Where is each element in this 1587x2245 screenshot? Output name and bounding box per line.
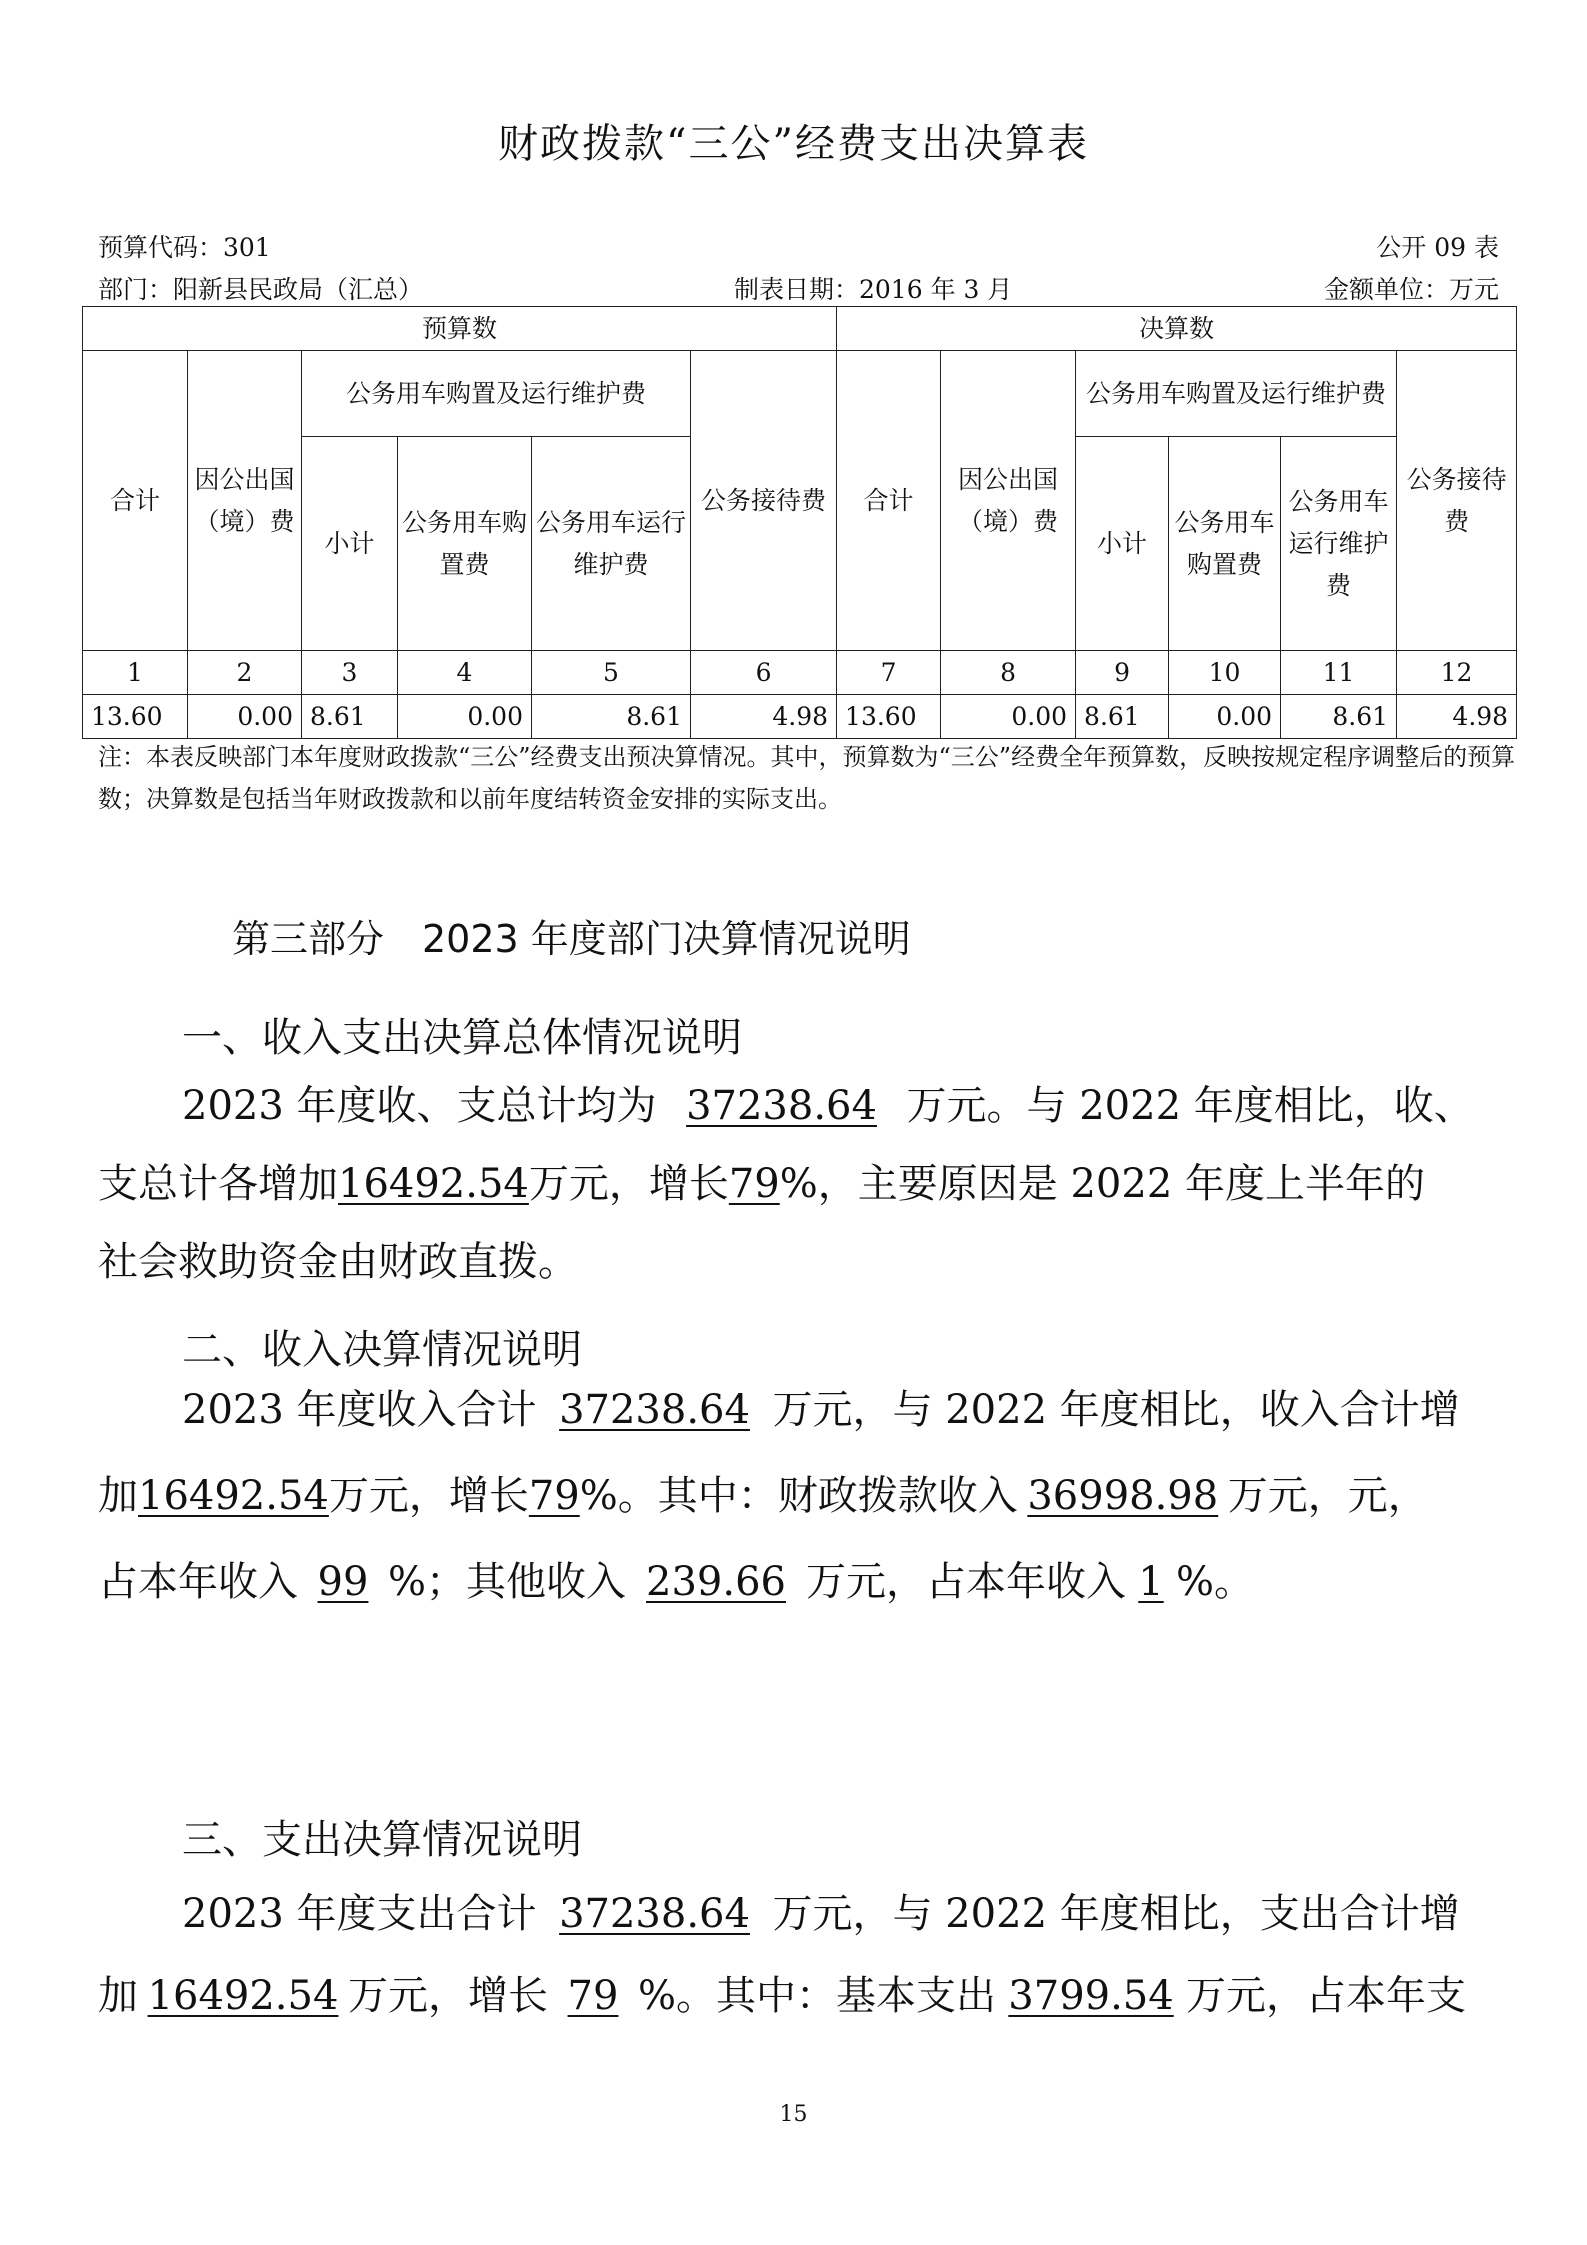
- text: 万元。与 2022 年度相比，收、: [906, 1083, 1474, 1129]
- filled-value: 37238.64: [559, 1387, 750, 1433]
- index-cell: 5: [532, 651, 691, 695]
- text: 万元，元，: [1227, 1473, 1428, 1519]
- section3-line2: [98, 1973, 1467, 2019]
- text: 加: [98, 1473, 138, 1519]
- text: 加: [98, 1973, 138, 2019]
- table-date: 制表日期：2016 年 3 月: [734, 275, 1013, 304]
- document-title: 财政拨款“三公”经费支出决算表: [498, 121, 1089, 167]
- text: %。其中：财政拨款收入: [579, 1473, 1018, 1519]
- filled-value: 99: [317, 1559, 369, 1605]
- section3-heading: 三、支出决算情况说明: [182, 1817, 582, 1863]
- value-cell: 4.98: [1397, 695, 1517, 739]
- value-cell: 4.98: [691, 695, 837, 739]
- text: 万元，增长: [528, 1161, 729, 1207]
- text: %。其中：基本支出: [638, 1973, 997, 2019]
- value-cell: 8.61: [302, 695, 398, 739]
- value-cell: 13.60: [83, 695, 188, 739]
- filled-value: 37238.64: [686, 1083, 877, 1129]
- section2-line1: [182, 1387, 1460, 1433]
- filled-value: 16492.54: [147, 1973, 339, 2019]
- text: 2023 年度收入合计: [182, 1387, 537, 1433]
- text: 2023 年度收、支总计均为: [182, 1083, 657, 1129]
- value-cell: 0.00: [188, 695, 302, 739]
- index-cell: 9: [1076, 651, 1169, 695]
- text: 支总计各增加: [98, 1161, 338, 1207]
- header-budget-vehicle-group: 公务用车购置及运行维护费: [302, 351, 691, 437]
- text: %。: [1176, 1559, 1255, 1605]
- index-cell: 7: [837, 651, 941, 695]
- index-cell: 10: [1169, 651, 1281, 695]
- index-cell: 2: [188, 651, 302, 695]
- index-cell: 11: [1281, 651, 1397, 695]
- value-cell: 0.00: [941, 695, 1076, 739]
- filled-value: 16492.54: [338, 1161, 529, 1207]
- part3-heading: 第三部分 2023 年度部门决算情况说明: [232, 917, 911, 961]
- department-label: 部门：阳新县民政局（汇总）: [98, 275, 424, 304]
- section2-line2: [98, 1473, 1428, 1519]
- section1-line2: [98, 1161, 1425, 1207]
- table-note: 注：本表反映部门本年度财政拨款“三公”经费支出预决算情况。其中，预算数为“三公”经费全年预算数，反映按规定程序调整后的预算数；决算数是包括当年财政拨款和以前年度结转资金安排的实际支出。: [98, 743, 1516, 813]
- value-cell: 8.61: [1076, 695, 1169, 739]
- index-cell: 8: [941, 651, 1076, 695]
- index-cell: 4: [398, 651, 532, 695]
- filled-value: 79: [567, 1973, 619, 2019]
- text: 万元，增长: [348, 1973, 548, 2019]
- index-cell: 1: [83, 651, 188, 695]
- page-number: 15: [779, 2102, 808, 2127]
- filled-value: 239.66: [646, 1559, 786, 1605]
- text: 万元，与 2022 年度相比，收入合计增: [772, 1387, 1460, 1433]
- text: 万元，增长: [328, 1473, 529, 1519]
- text: %；其他收入: [388, 1559, 627, 1605]
- text: 占本年收入: [98, 1559, 298, 1605]
- value-cell: 13.60: [837, 695, 941, 739]
- text: %，主要原因是 2022 年度上半年的: [779, 1161, 1425, 1207]
- header-budget-total: 合计: [83, 351, 188, 651]
- three-public-expense-table: [82, 306, 1517, 739]
- header-budget-subtotal: 小计: [302, 437, 398, 651]
- header-final-vehicle-purchase: 公务用车购置费: [1169, 437, 1281, 651]
- filled-value: 79: [728, 1161, 780, 1207]
- header-final-group: 决算数: [837, 307, 1517, 351]
- header-final-abroad: 因公出国（境）费: [941, 351, 1076, 651]
- value-cell: 0.00: [398, 695, 532, 739]
- header-final-vehicle-run: 公务用车运行维护费: [1281, 437, 1397, 651]
- header-final-vehicle-group: 公务用车购置及运行维护费: [1076, 351, 1397, 437]
- table-index-row: [83, 651, 1517, 695]
- filled-value: 1: [1138, 1559, 1164, 1605]
- filled-value: 79: [528, 1473, 580, 1519]
- amount-unit: 金额单位：万元: [1323, 275, 1499, 304]
- section1-heading: 一、收入支出决算总体情况说明: [182, 1015, 742, 1061]
- header-final-total: 合计: [837, 351, 941, 651]
- header-final-subtotal: 小计: [1076, 437, 1169, 651]
- header-final-reception: 公务接待费: [1397, 351, 1517, 651]
- index-cell: 6: [691, 651, 837, 695]
- value-cell: 8.61: [532, 695, 691, 739]
- table-value-row: [83, 695, 1517, 739]
- filled-value: 16492.54: [138, 1473, 329, 1519]
- index-cell: 3: [302, 651, 398, 695]
- section3-line1: [182, 1891, 1460, 1937]
- header-budget-vehicle-purchase: 公务用车购置费: [398, 437, 532, 651]
- header-budget-abroad: 因公出国（境）费: [188, 351, 302, 651]
- text: 万元，占本年支: [1186, 1973, 1467, 2019]
- section1-line3: 社会救助资金由财政直拨。: [98, 1239, 578, 1285]
- text: 万元，与 2022 年度相比，支出合计增: [772, 1891, 1460, 1937]
- text: 2023 年度支出合计: [182, 1891, 537, 1937]
- budget-code: 预算代码：301: [98, 233, 271, 262]
- filled-value: 37238.64: [559, 1891, 750, 1937]
- section1-line1: [182, 1083, 1474, 1129]
- header-budget-reception: 公务接待费: [691, 351, 837, 651]
- header-budget-group: 预算数: [83, 307, 837, 351]
- value-cell: 0.00: [1169, 695, 1281, 739]
- section2-heading: 二、收入决算情况说明: [182, 1327, 582, 1373]
- index-cell: 12: [1397, 651, 1517, 695]
- filled-value: 36998.98: [1027, 1473, 1219, 1519]
- value-cell: 8.61: [1281, 695, 1397, 739]
- header-budget-vehicle-run: 公务用车运行维护费: [532, 437, 691, 651]
- filled-value: 3799.54: [1008, 1973, 1174, 2019]
- table-number: 公开 09 表: [1376, 233, 1499, 262]
- section2-line3: [98, 1559, 1255, 1605]
- text: 万元，占本年收入: [806, 1559, 1127, 1605]
